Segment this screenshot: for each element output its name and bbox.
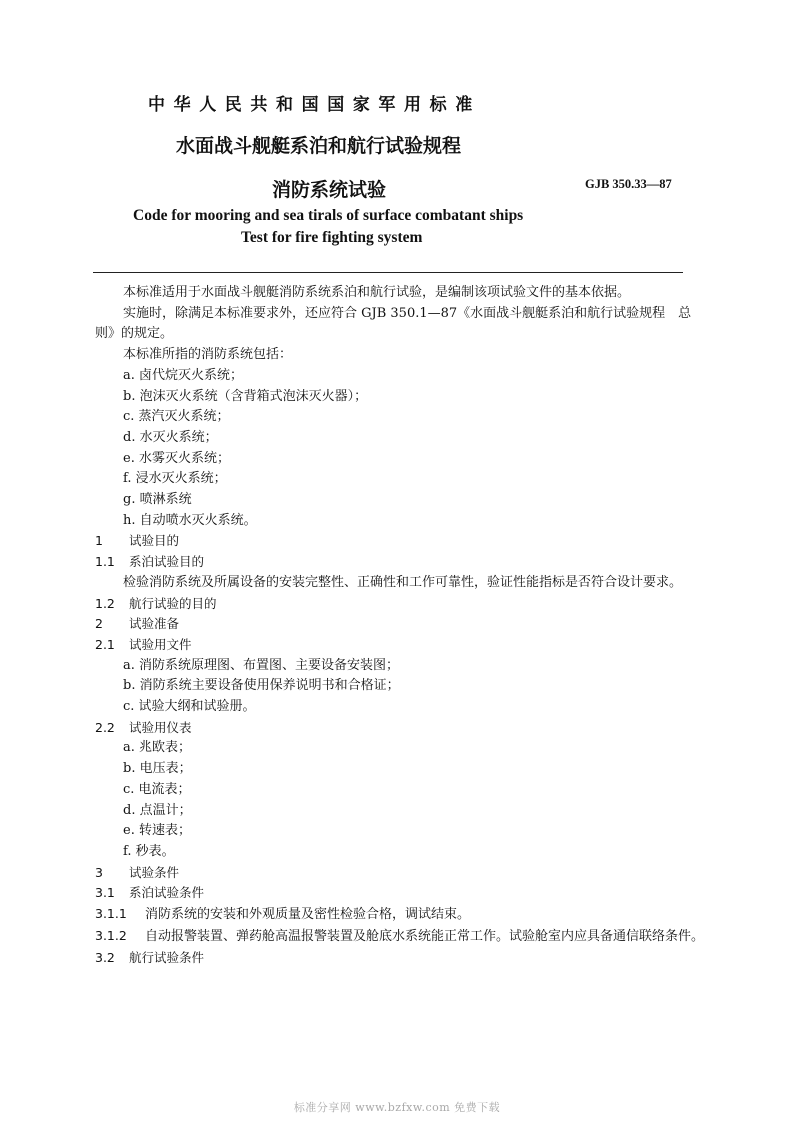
clause-text: 自动报警装置、弹药舱高温报警装置及舱底水系统能正常工作。试验舱室内应具备通信联络条件。 [145, 928, 705, 944]
section-heading [95, 531, 705, 552]
standard-header: 中华人民共和国国家军用标准 [148, 95, 481, 115]
list-item: f. 浸水灭火系统； [123, 471, 227, 487]
list-item: f. 秒表。 [123, 843, 175, 859]
section-number: 2 [95, 616, 103, 632]
section-number: 3 [95, 864, 103, 880]
header-divider [93, 272, 683, 273]
section-title: 试验准备 [129, 616, 180, 632]
section-number: 1.2 [95, 595, 115, 611]
intro-paragraph: 本标准所指的消防系统包括： [123, 347, 293, 363]
list-item: c. 蒸汽灭火系统； [123, 409, 230, 425]
clause-paragraph [95, 926, 705, 948]
section-heading [95, 635, 705, 656]
footer-watermark: 标准分享网 www.bzfxw.com 免费下载 [293, 1101, 501, 1114]
section-title: 试验用仪表 [129, 719, 192, 735]
list-item: g. 喷淋系统 [123, 492, 192, 508]
section-number: 1 [95, 533, 103, 549]
list-item: a. 卤代烷灭火系统； [123, 367, 244, 383]
clause-number: 3.1.2 [95, 927, 127, 943]
list-item: e. 转速表； [123, 823, 191, 839]
english-title: Code for mooring and sea tirals of surface combatant ships [133, 207, 524, 224]
section-heading [95, 552, 705, 573]
list-item: d. 水灭火系统； [123, 429, 218, 445]
document-body [95, 283, 705, 968]
section-heading [95, 614, 705, 635]
section-title: 试验条件 [129, 864, 180, 880]
english-subtitle: Test for fire fighting system [241, 229, 423, 246]
list-item: b. 电压表； [123, 761, 192, 777]
list-item: e. 水雾灭火系统； [123, 450, 230, 466]
section-number: 3.2 [95, 949, 115, 965]
clause-text: 消防系统的安装和外观质量及密性检验合格，调试结束。 [145, 907, 471, 923]
section-number: 3.1 [95, 885, 115, 901]
list-item: h. 自动喷水灭火系统。 [123, 512, 257, 528]
section-number: 2.2 [95, 719, 115, 735]
document-title: 水面战斗舰艇系泊和航行试验规程 [176, 135, 462, 157]
section-heading [95, 883, 705, 904]
list-item: c. 电流表； [123, 781, 191, 797]
section-title: 航行试验的目的 [129, 595, 217, 611]
clause-paragraph [95, 904, 705, 926]
section-paragraph: 检验消防系统及所属设备的安装完整性、正确性和工作可靠性，验证性能指标是否符合设计要求。 [123, 574, 683, 590]
section-number: 1.1 [95, 554, 115, 570]
list-item: b. 泡沫灭火系统（含背箱式泡沫灭火器）； [123, 388, 368, 404]
clause-number: 3.1.1 [95, 906, 127, 922]
list-item: b. 消防系统主要设备使用保养说明书和合格证； [123, 678, 400, 694]
standard-code: GJB 350.33—87 [585, 177, 672, 191]
section-heading [95, 594, 705, 615]
section-title: 系泊试验目的 [129, 554, 205, 570]
list-item: d. 点温计； [123, 802, 192, 818]
section-number: 2.1 [95, 636, 115, 652]
section-title: 航行试验条件 [129, 949, 205, 965]
list-item: c. 试验大纲和试验册。 [123, 699, 256, 715]
section-title: 试验目的 [129, 533, 180, 549]
section-heading [95, 863, 705, 884]
list-item: a. 兆欧表； [123, 740, 192, 756]
intro-paragraph: 本标准适用于水面战斗舰艇消防系统系泊和航行试验，是编制该项试验文件的基本依据。 [123, 285, 631, 300]
intro-paragraph: 实施时，除满足本标准要求外，还应符合 GJB 350.1—87《水面战斗舰艇系泊和航行试验规程 总则》的规定。 [95, 305, 692, 342]
section-title: 系泊试验条件 [129, 885, 205, 901]
document-subtitle: 消防系统试验 [272, 179, 387, 201]
section-heading [95, 948, 705, 969]
section-title: 试验用文件 [129, 636, 192, 652]
section-heading [95, 718, 705, 739]
list-item: a. 消防系统原理图、布置图、主要设备安装图； [123, 657, 400, 673]
